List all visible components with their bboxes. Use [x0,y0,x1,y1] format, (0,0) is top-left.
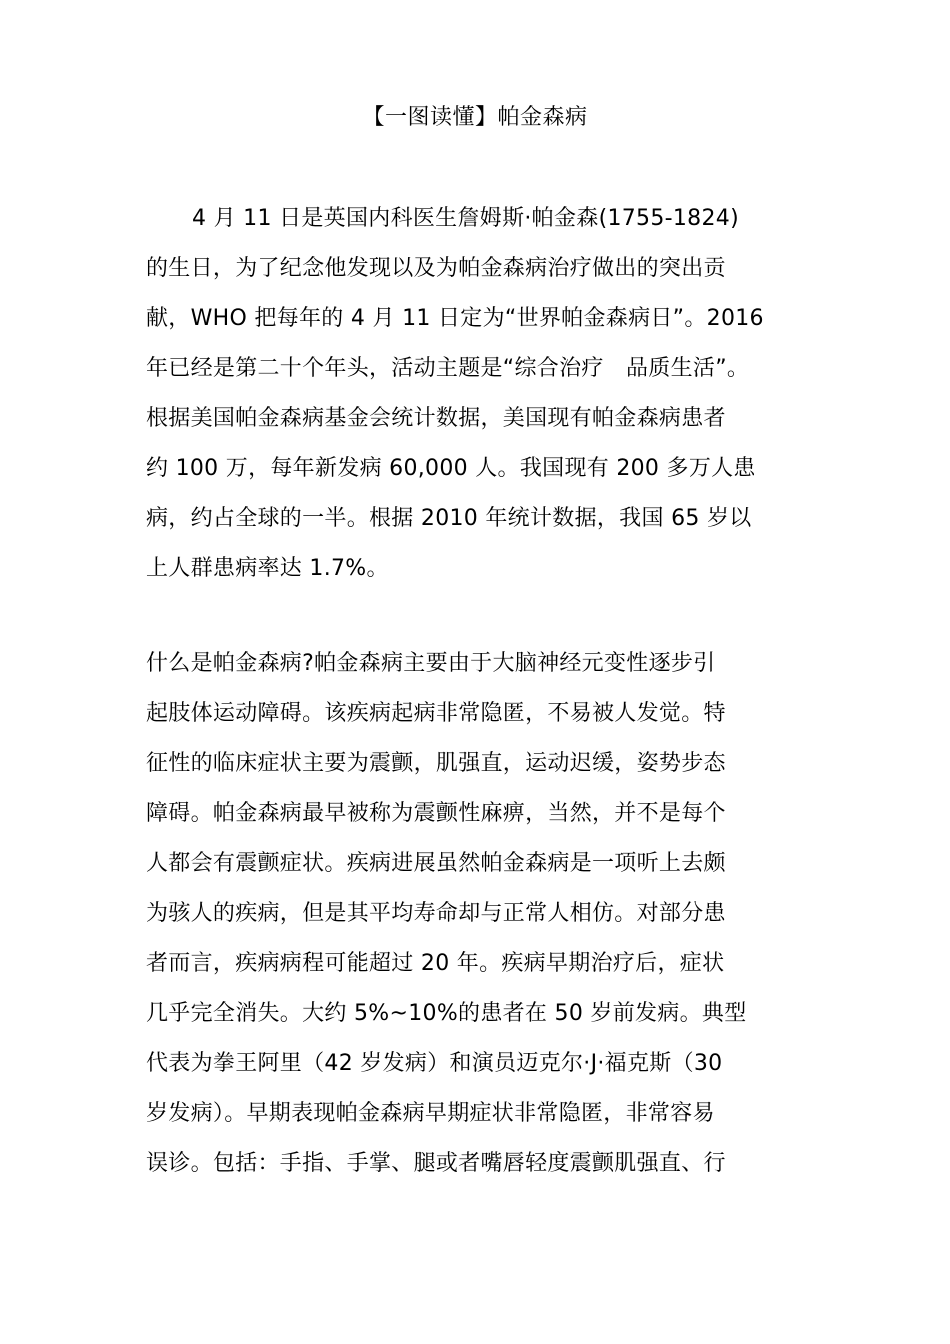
paragraph-line: 4 月 11 日是英国内科医生詹姆斯·帕金森(1755-1824) [192,206,739,231]
paragraph-line: 障碍。帕金森病最早被称为震颤性麻痹，当然，并不是每个 [146,801,726,826]
paragraph-line: 者而言，疾病病程可能超过 20 年。疾病早期治疗后，症状 [146,951,725,976]
paragraph-line: 几乎完全消失。大约 5%~10%的患者在 50 岁前发病。典型 [146,1001,747,1026]
paragraph-line: 误诊。包括：手指、手掌、腿或者嘴唇轻度震颤肌强直、行 [146,1151,726,1176]
paragraph-line: 年已经是第二十个年头，活动主题是“综合治疗 品质生活”。 [146,356,750,381]
paragraph-line: 起肢体运动障碍。该疾病起病非常隐匿，不易被人发觉。特 [146,701,726,726]
paragraph-line: 人都会有震颤症状。疾病进展虽然帕金森病是一项听上去颇 [146,851,726,876]
paragraph-intro [146,200,816,600]
paragraph-line: 上人群患病率达 1.7%。 [146,556,389,581]
paragraph-line: 代表为拳王阿里（42 岁发病）和演员迈克尔·J·福克斯（30 [146,1051,723,1076]
document-title: 【一图读懂】帕金森病 [362,105,588,130]
paragraph-what-is [146,645,816,1195]
paragraph-line: 岁发病）。早期表现帕金森病早期症状非常隐匿，非常容易 [146,1101,715,1126]
paragraph-line: 的生日，为了纪念他发现以及为帕金森病治疗做出的突出贡 [146,256,726,281]
paragraph-line: 为骇人的疾病，但是其平均寿命却与正常人相仿。对部分患 [146,901,726,926]
paragraph-line: 献，WHO 把每年的 4 月 11 日定为“世界帕金森病日”。2016 [146,306,764,331]
paragraph-line: 病，约占全球的一半。根据 2010 年统计数据，我国 65 岁以 [146,506,752,531]
paragraph-line: 征性的临床症状主要为震颤，肌强直，运动迟缓，姿势步态 [146,751,726,776]
paragraph-line: 约 100 万，每年新发病 60,000 人。我国现有 200 多万人患 [146,456,756,481]
paragraph-line: 根据美国帕金森病基金会统计数据，美国现有帕金森病患者 [146,406,726,431]
paragraph-line: 什么是帕金森病?帕金森病主要由于大脑神经元变性逐步引 [146,651,716,676]
